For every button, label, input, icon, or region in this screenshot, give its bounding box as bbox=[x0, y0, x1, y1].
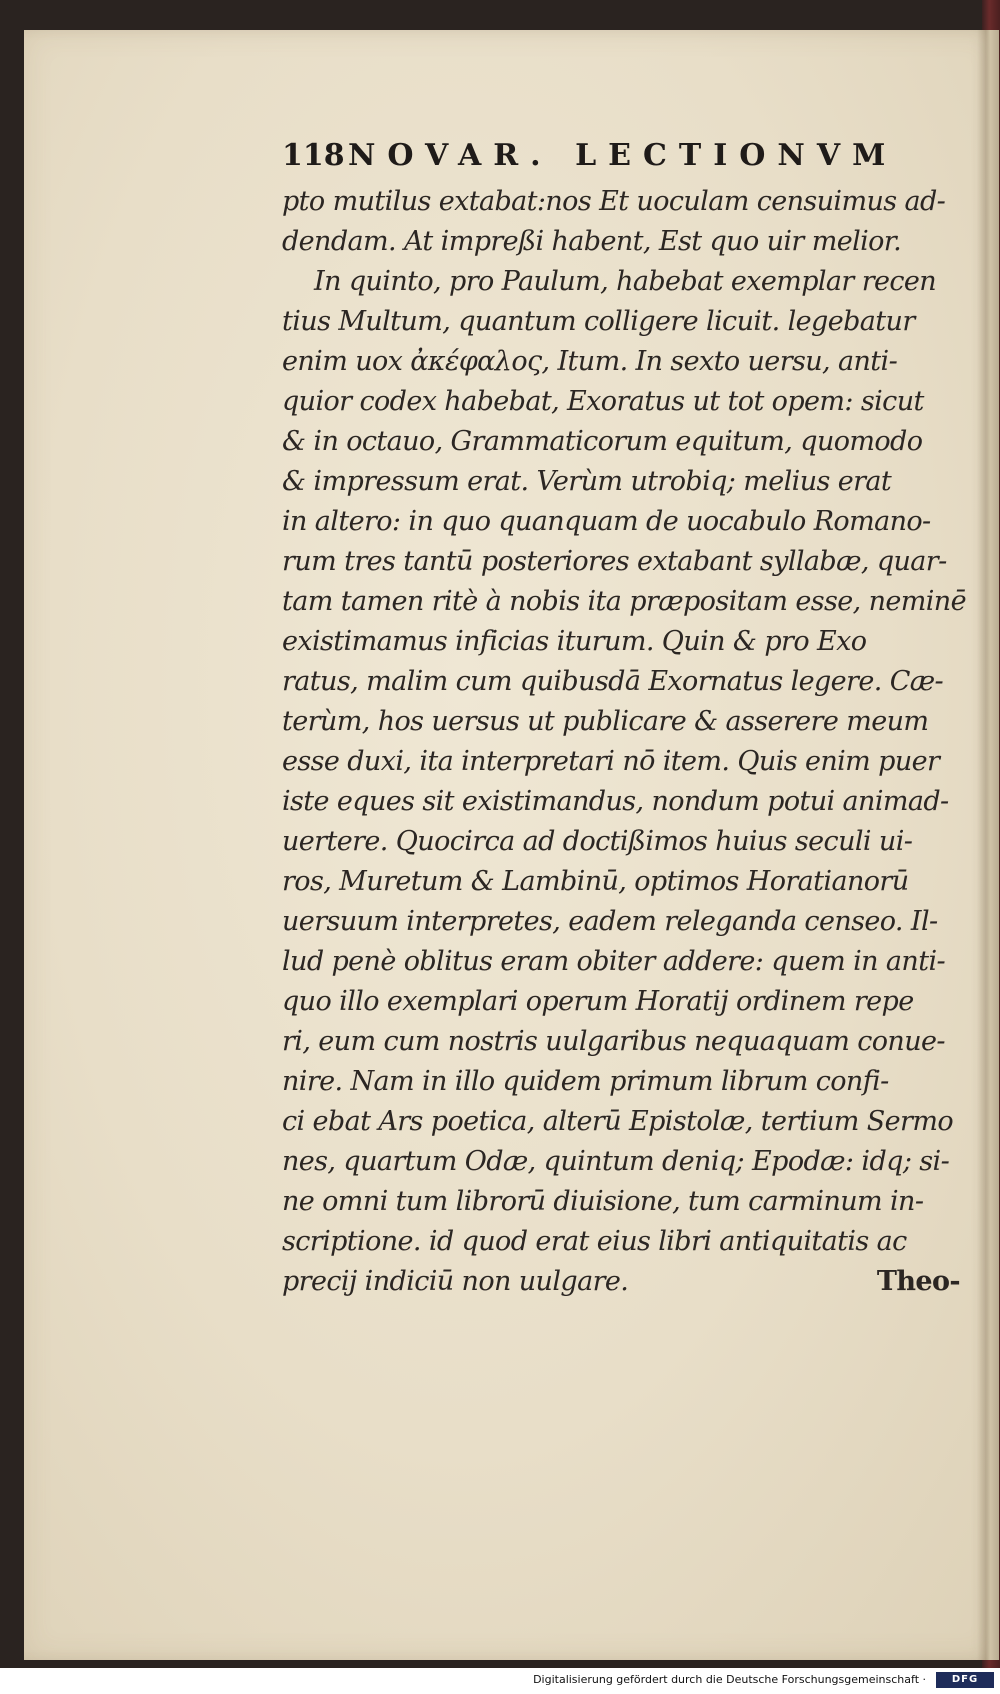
text-line: pto mutilus extabat:nos Et uoculam censuimus ad- bbox=[282, 186, 946, 217]
book-page bbox=[24, 30, 999, 1660]
text-line: scriptione. id quod erat eius libri antiquitatis ac bbox=[282, 1226, 907, 1257]
text-line: ros, Muretum & Lambinū, optimos Horatianorū bbox=[282, 866, 909, 897]
text-line: In quinto, pro Paulum, habebat exemplar recen bbox=[314, 266, 937, 297]
text-line: nes, quartum Odæ, quintum deniq; Epodæ: idq; si- bbox=[282, 1146, 950, 1177]
dfg-logo: DFG bbox=[936, 1672, 994, 1688]
text-line: rum tres tantū posteriores extabant syllabæ, quar- bbox=[282, 546, 947, 577]
text-block bbox=[282, 130, 966, 1302]
text-line: tam tamen ritè à nobis ita præpositam esse, neminē bbox=[282, 586, 966, 617]
text-line: iste eques sit existimandus, nondum potui animad- bbox=[282, 786, 949, 817]
text-line: dendam. At impreßi habent, Est quo uir melior. bbox=[282, 226, 902, 257]
footer-credit: Digitalisierung gefördert durch die Deutsche Forschungsgemeinschaft · bbox=[533, 1673, 926, 1686]
text-line: ratus, malim cum quibusdā Exornatus legere. Cæ- bbox=[282, 666, 944, 697]
text-line: ci ebat Ars poetica, alterū Epistolæ, tertium Sermo bbox=[282, 1106, 954, 1137]
text-line: in altero: in quo quanquam de uocabulo Romano- bbox=[282, 506, 931, 537]
text-line: ri, eum cum nostris uulgaribus nequaquam conue- bbox=[282, 1026, 945, 1057]
running-title: NOVAR. LECTIONVM bbox=[348, 138, 898, 173]
text-line-final: precij indiciū non uulgare. bbox=[282, 1266, 629, 1297]
digitization-footer bbox=[0, 1668, 1000, 1694]
text-line-last bbox=[282, 1262, 960, 1302]
text-line: terùm, hos uersus ut publicare & asserere meum bbox=[282, 706, 929, 737]
text-line: quo illo exemplari operum Horatij ordinem repe bbox=[282, 986, 914, 1017]
text-line: tius Multum, quantum colligere licuit. legebatur bbox=[282, 306, 915, 337]
text-line: & in octauo, Grammaticorum equitum, quomodo bbox=[282, 426, 923, 457]
page-gutter-edge bbox=[977, 30, 999, 1660]
text-line: quior codex habebat, Exoratus ut tot opem: sicut bbox=[282, 386, 924, 417]
text-line: enim uox ἀκέφαλος, Itum. In sexto uersu, anti- bbox=[282, 346, 898, 377]
text-line: lud penè oblitus eram obiter addere: quem in anti- bbox=[282, 946, 945, 977]
text-line: existimamus inficias iturum. Quin & pro Exo bbox=[282, 626, 867, 657]
page-number: 118 bbox=[282, 138, 345, 173]
text-line: & impressum erat. Verùm utrobiq; melius erat bbox=[282, 466, 892, 497]
catchword: Theo- bbox=[876, 1266, 960, 1297]
running-head bbox=[282, 130, 960, 182]
text-line: uersuum interpretes, eadem releganda censeo. Il- bbox=[282, 906, 938, 937]
text-line: uertere. Quocirca ad doctißimos huius seculi ui- bbox=[282, 826, 913, 857]
text-line: ne omni tum librorū diuisione, tum carminum in- bbox=[282, 1186, 924, 1217]
text-line: esse duxi, ita interpretari nō item. Quis enim puer bbox=[282, 746, 940, 777]
text-line: nire. Nam in illo quidem primum librum confi- bbox=[282, 1066, 889, 1097]
